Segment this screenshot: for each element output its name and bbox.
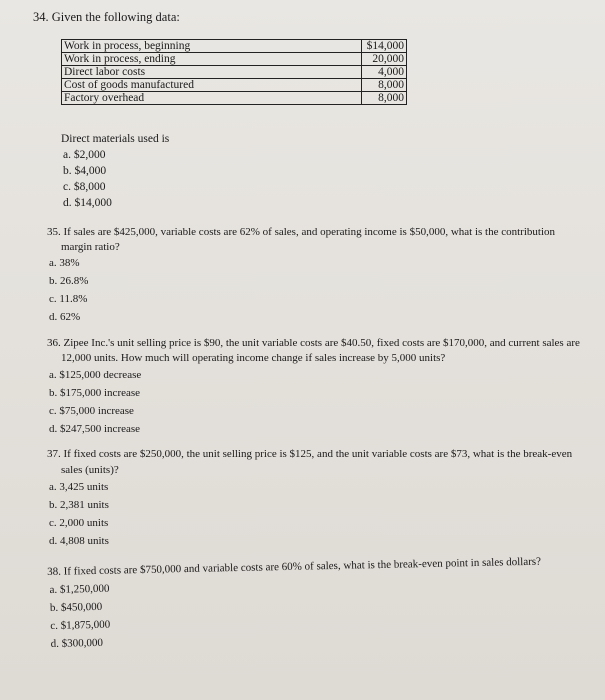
- answer-option[interactable]: d. $14,000: [63, 197, 112, 209]
- answer-option[interactable]: c. 11.8%: [49, 293, 88, 305]
- table-row: [62, 40, 407, 53]
- question-37: [47, 446, 592, 549]
- answer-option[interactable]: d. 62%: [49, 311, 81, 323]
- question-34-stem: Direct materials used is: [61, 133, 170, 145]
- answer-option[interactable]: b. $175,000 increase: [49, 387, 141, 399]
- question-38: [47, 553, 584, 653]
- table-label: Work in process, beginning: [62, 40, 362, 53]
- question-35-stem: 35. If sales are $425,000, variable costs are 62% of sales, and operating income is $50,000, what is the contribution margin ratio?: [47, 226, 556, 253]
- table-label: Direct labor costs: [62, 66, 362, 79]
- question-34-body: [61, 131, 361, 211]
- table-label: Cost of goods manufactured: [62, 79, 362, 92]
- answer-option[interactable]: d. $247,500 increase: [49, 423, 141, 435]
- question-38-stem: 38. If fixed costs are $750,000 and variable costs are 60% of sales, what is the break-even point in sales dollars?: [47, 555, 542, 578]
- table-value: 8,000: [362, 79, 407, 92]
- question-36: [47, 336, 592, 437]
- question-37-stem: 37. If fixed costs are $250,000, the unit selling price is $125, and the unit variable costs are $73, what is the break-even sales (units)?: [47, 448, 573, 476]
- answer-option[interactable]: b. $4,000: [63, 165, 107, 177]
- answer-option[interactable]: a. $1,250,000: [49, 582, 110, 596]
- question-34-title: 34. Given the following data:: [33, 10, 180, 24]
- answer-option[interactable]: c. $1,875,000: [50, 618, 111, 632]
- answer-option[interactable]: a. $125,000 decrease: [49, 369, 142, 381]
- table-row: [62, 66, 407, 79]
- answer-option[interactable]: a. 3,425 units: [49, 481, 109, 493]
- answer-option[interactable]: c. $8,000: [63, 181, 106, 193]
- question-36-stem: 36. Zipee Inc.'s unit selling price is $90, the unit variable costs are $40.50, fixed costs are $170,000, and current sales are 12,000 units. How much will operating income change if sales increase by 5,000 units?: [47, 337, 580, 364]
- answer-option[interactable]: a. 38%: [49, 257, 80, 269]
- table-label: Work in process, ending: [62, 53, 362, 66]
- answer-option[interactable]: d. $300,000: [50, 636, 104, 650]
- table-value: 8,000: [362, 92, 407, 105]
- answer-option[interactable]: b. 2,381 units: [49, 499, 109, 511]
- answer-option[interactable]: d. 4,808 units: [49, 535, 109, 547]
- table-value: $14,000: [362, 40, 407, 53]
- answer-option[interactable]: c. $75,000 increase: [49, 405, 134, 417]
- question-35: [47, 225, 567, 325]
- table-row: [62, 79, 407, 92]
- answer-option[interactable]: b. $450,000: [49, 600, 103, 614]
- table-value: 4,000: [362, 66, 407, 79]
- answer-option[interactable]: b. 26.8%: [49, 275, 89, 287]
- table-row: [62, 53, 407, 66]
- cost-data-table: [61, 39, 407, 105]
- answer-option[interactable]: a. $2,000: [63, 149, 106, 161]
- table-row: [62, 92, 407, 105]
- table-label: Factory overhead: [62, 92, 362, 105]
- table-value: 20,000: [362, 53, 407, 66]
- answer-option[interactable]: c. 2,000 units: [49, 517, 109, 529]
